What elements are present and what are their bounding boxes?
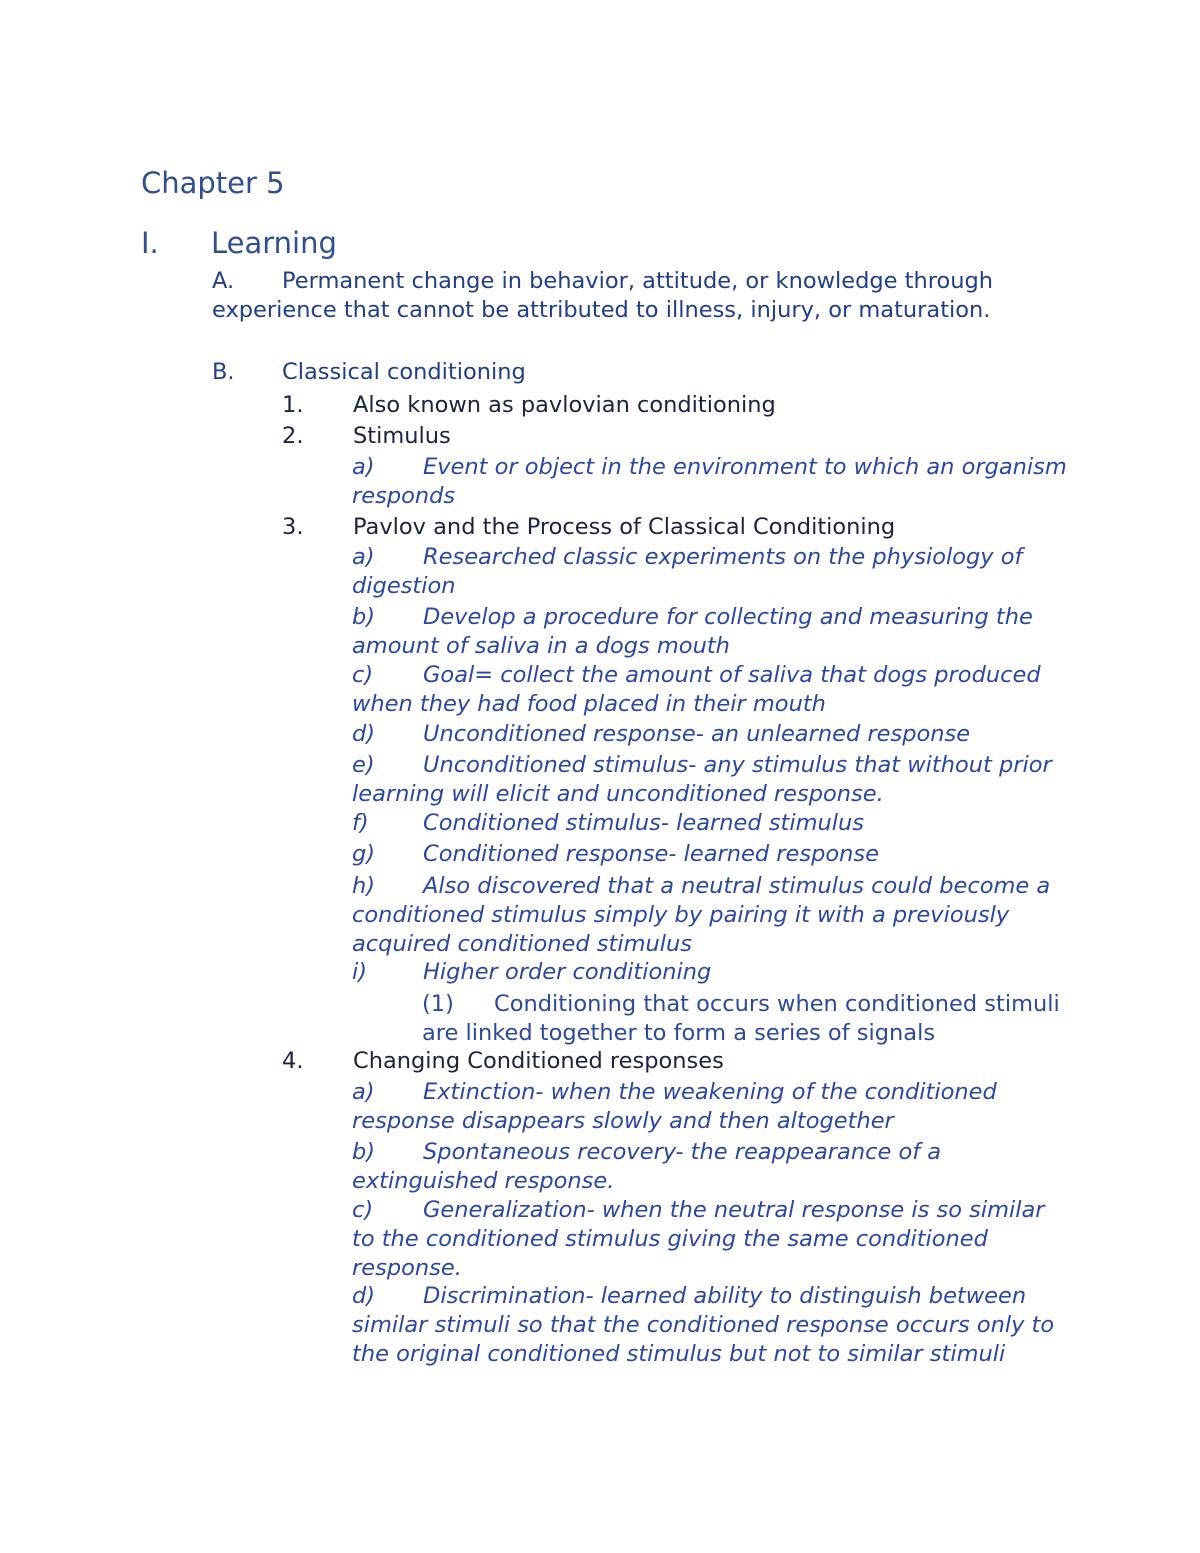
- item-marker: e): [352, 752, 375, 778]
- outline-item-3d: [352, 720, 1072, 749]
- section-label: Learning: [211, 226, 337, 260]
- item-text: Develop a procedure for collecting and measuring the amount of saliva in a dogs mouth: [352, 604, 1033, 659]
- outline-item-4a: [352, 1078, 1072, 1136]
- outline-item-3e: [352, 751, 1072, 809]
- outline-item-3b: [352, 603, 1072, 661]
- outline-item-4: [282, 1047, 1082, 1076]
- outline-item-a: [212, 267, 1092, 325]
- item-text: Spontaneous recovery- the reappearance of a extinguished response.: [352, 1139, 942, 1194]
- outline-item-2a: [352, 453, 1072, 511]
- item-marker: (1): [422, 991, 454, 1017]
- item-marker: 1.: [282, 392, 304, 418]
- outline-item-3: [282, 513, 1082, 542]
- item-text: Researched classic experiments on the physiology of digestion: [352, 544, 1023, 599]
- item-text: Also known as pavlovian conditioning: [353, 392, 776, 418]
- item-marker: d): [352, 721, 376, 747]
- item-marker: c): [352, 1197, 374, 1223]
- item-text: Goal= collect the amount of saliva that dogs produced when they had food placed in their mouth: [352, 662, 1041, 717]
- outline-item-3h: [352, 872, 1072, 959]
- chapter-title: Chapter 5: [141, 166, 285, 200]
- outline-item-4d: [352, 1282, 1072, 1369]
- outline-item-3f: [352, 809, 1072, 838]
- item-text: Changing Conditioned responses: [353, 1048, 724, 1074]
- item-text: Classical conditioning: [282, 359, 526, 385]
- outline-item-3g: [352, 840, 1072, 869]
- outline-item-4c: [352, 1196, 1072, 1283]
- item-marker: f): [352, 810, 369, 836]
- item-marker: 2.: [282, 423, 304, 449]
- item-marker: b): [352, 604, 376, 630]
- section-number: I.: [141, 226, 159, 260]
- item-text: Permanent change in behavior, attitude, or knowledge through experience that cannot be attributed to illness, injury, or maturation.: [212, 268, 994, 323]
- item-marker: a): [352, 1079, 375, 1105]
- item-text: Higher order conditioning: [423, 959, 712, 985]
- outline-item-3i-1: [422, 990, 1082, 1048]
- item-marker: A.: [212, 268, 235, 294]
- item-text: Event or object in the environment to which an organism responds: [352, 454, 1067, 509]
- item-marker: a): [352, 454, 375, 480]
- item-marker: 4.: [282, 1048, 304, 1074]
- item-text: Conditioning that occurs when conditioned stimuli are linked together to form a series of signals: [422, 991, 1060, 1046]
- item-marker: 3.: [282, 514, 304, 540]
- item-text: Generalization- when the neutral response is so similar to the conditioned stimulus giving the same conditioned response.: [352, 1197, 1045, 1281]
- outline-item-1: [282, 391, 1082, 420]
- item-text: Extinction- when the weakening of the conditioned response disappears slowly and then altogether: [352, 1079, 997, 1134]
- item-text: Conditioned stimulus- learned stimulus: [423, 810, 865, 836]
- outline-item-4b: [352, 1138, 1072, 1196]
- item-marker: b): [352, 1139, 376, 1165]
- item-marker: a): [352, 544, 375, 570]
- item-marker: g): [352, 841, 376, 867]
- item-marker: c): [352, 662, 374, 688]
- item-text: Unconditioned response- an unlearned response: [423, 721, 971, 747]
- item-marker: B.: [212, 359, 235, 385]
- outline-item-b: [212, 358, 1092, 387]
- item-text: Discrimination- learned ability to distinguish between similar stimuli so that the conditioned response occurs only to the original conditioned stimulus but not to similar stimuli: [352, 1283, 1055, 1367]
- outline-item-3i: [352, 958, 1072, 987]
- item-text: Stimulus: [353, 423, 451, 449]
- item-text: Also discovered that a neutral stimulus could become a conditioned stimulus simply by pairing it with a previously acquired conditioned stimulus: [352, 873, 1051, 957]
- outline-item-3c: [352, 661, 1072, 719]
- item-marker: d): [352, 1283, 376, 1309]
- item-marker: h): [352, 873, 376, 899]
- outline-item-2: [282, 422, 1082, 451]
- item-text: Pavlov and the Process of Classical Conditioning: [353, 514, 896, 540]
- item-marker: i): [352, 959, 368, 985]
- item-text: Conditioned response- learned response: [423, 841, 879, 867]
- item-text: Unconditioned stimulus- any stimulus that without prior learning will elicit and unconditioned response.: [352, 752, 1052, 807]
- outline-item-3a: [352, 543, 1072, 601]
